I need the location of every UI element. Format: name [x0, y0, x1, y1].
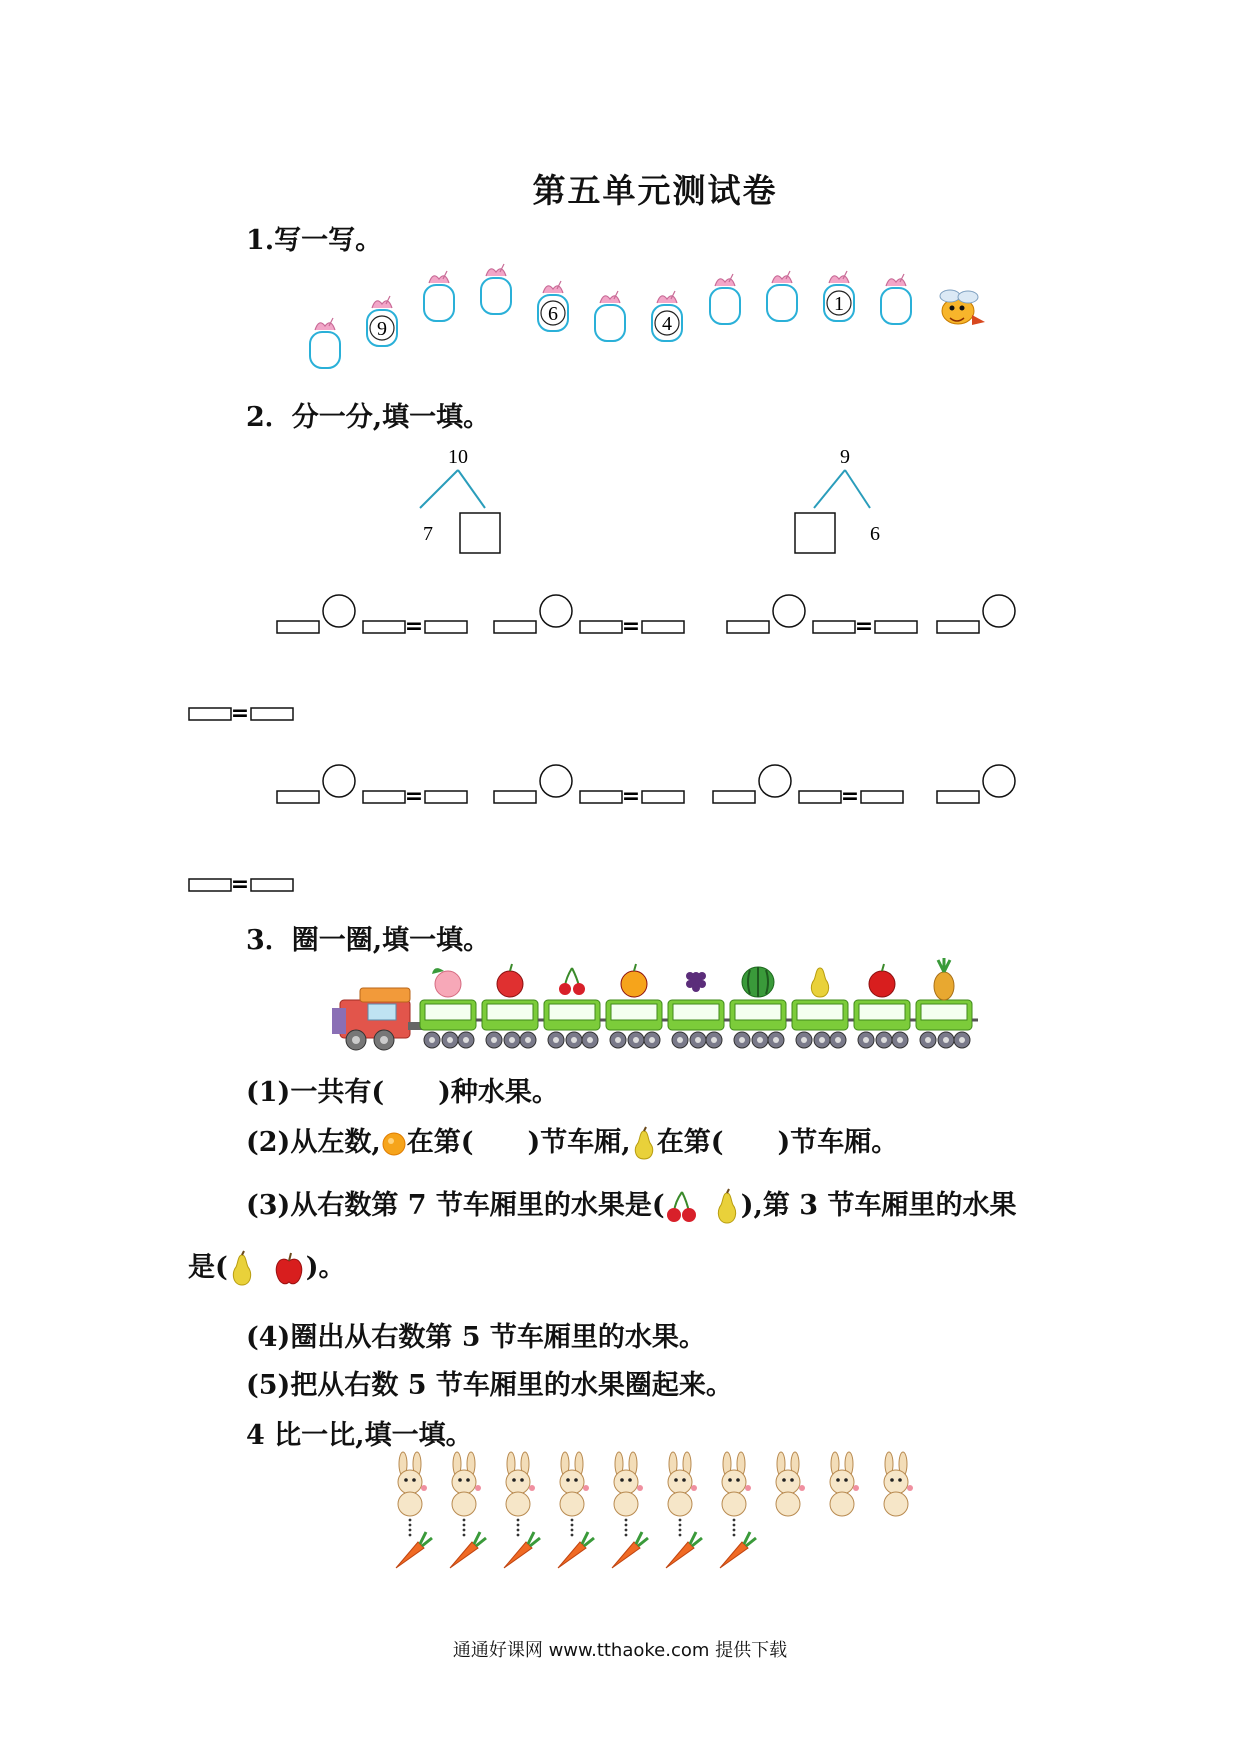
- page-title: 第五单元测试卷: [532, 171, 778, 210]
- carrot-icon: [720, 1532, 756, 1568]
- equals-sign: =: [621, 614, 641, 639]
- q3-s2-part-c: 在第( )节车厢。: [656, 1127, 899, 1158]
- q4-heading: 4 比一比,填一填。: [246, 1420, 473, 1451]
- dotted-link: [733, 1519, 736, 1537]
- tree1-left: 7: [423, 523, 433, 545]
- equals-sign: =: [854, 614, 874, 639]
- rabbit-icon: [560, 1452, 589, 1516]
- carrot-icon: [558, 1532, 594, 1568]
- rabbit-icon: [722, 1452, 751, 1516]
- page-footer: 通通好课网 www.tthaoke.com 提供下载: [452, 1640, 788, 1661]
- q2-heading: 2．分一分,填一填。: [246, 402, 491, 433]
- rabbit-icon: [668, 1452, 697, 1516]
- equals-sign: =: [404, 614, 424, 639]
- carrot-icon: [396, 1532, 432, 1568]
- svg-text:=: =: [230, 872, 250, 897]
- equals-sign: =: [621, 784, 641, 809]
- q3-s2-part-a: (2)从左数,: [246, 1127, 381, 1158]
- jar-number: 4: [662, 313, 672, 335]
- svg-text:=: =: [230, 701, 250, 726]
- rabbit-icon: [614, 1452, 643, 1516]
- equals-sign: =: [404, 784, 424, 809]
- tree1-top: 10: [448, 446, 468, 468]
- rabbit-icon: [398, 1452, 427, 1516]
- q3-s3-part-a: (3)从右数第 7 节车厢里的水果是(: [246, 1190, 665, 1221]
- rabbit-icon: [452, 1452, 481, 1516]
- dotted-link: [679, 1519, 682, 1537]
- q3-s3-part-b: ),第 3 节车厢里的水果: [740, 1190, 1017, 1221]
- q3-s3-part-d: )。: [305, 1252, 346, 1283]
- rabbit-icon: [776, 1452, 805, 1516]
- q3-heading: 3．圈一圈,填一填。: [246, 925, 491, 956]
- q3-s3-part-c: 是(: [188, 1252, 228, 1283]
- q1-heading: 1.写一写。: [246, 225, 383, 256]
- dotted-link: [409, 1519, 412, 1537]
- rabbit-icon: [884, 1452, 913, 1516]
- dotted-link: [463, 1519, 466, 1537]
- dotted-link: [517, 1519, 520, 1537]
- jar-number: 6: [548, 303, 558, 325]
- rabbit-icon: [506, 1452, 535, 1516]
- equals-sign: =: [840, 784, 860, 809]
- q3-sentence-5: (5)把从右数 5 节车厢里的水果圈起来。: [246, 1370, 733, 1401]
- q3-s2-part-b: 在第( )节车厢,: [406, 1127, 631, 1158]
- carrot-icon: [612, 1532, 648, 1568]
- jar-number: 1: [834, 293, 844, 315]
- dotted-link: [625, 1519, 628, 1537]
- carrot-icon: [666, 1532, 702, 1568]
- rabbit-icon: [830, 1452, 859, 1516]
- tree2-top: 9: [840, 446, 850, 468]
- dotted-link: [571, 1519, 574, 1537]
- q3-sentence-1: (1)一共有( )种水果。: [246, 1077, 559, 1108]
- q3-sentence-4: (4)圈出从右数第 5 节车厢里的水果。: [246, 1322, 706, 1353]
- carrot-icon: [504, 1532, 540, 1568]
- tree2-right: 6: [870, 523, 880, 545]
- jar-number: 9: [377, 318, 387, 340]
- carrot-icon: [450, 1532, 486, 1568]
